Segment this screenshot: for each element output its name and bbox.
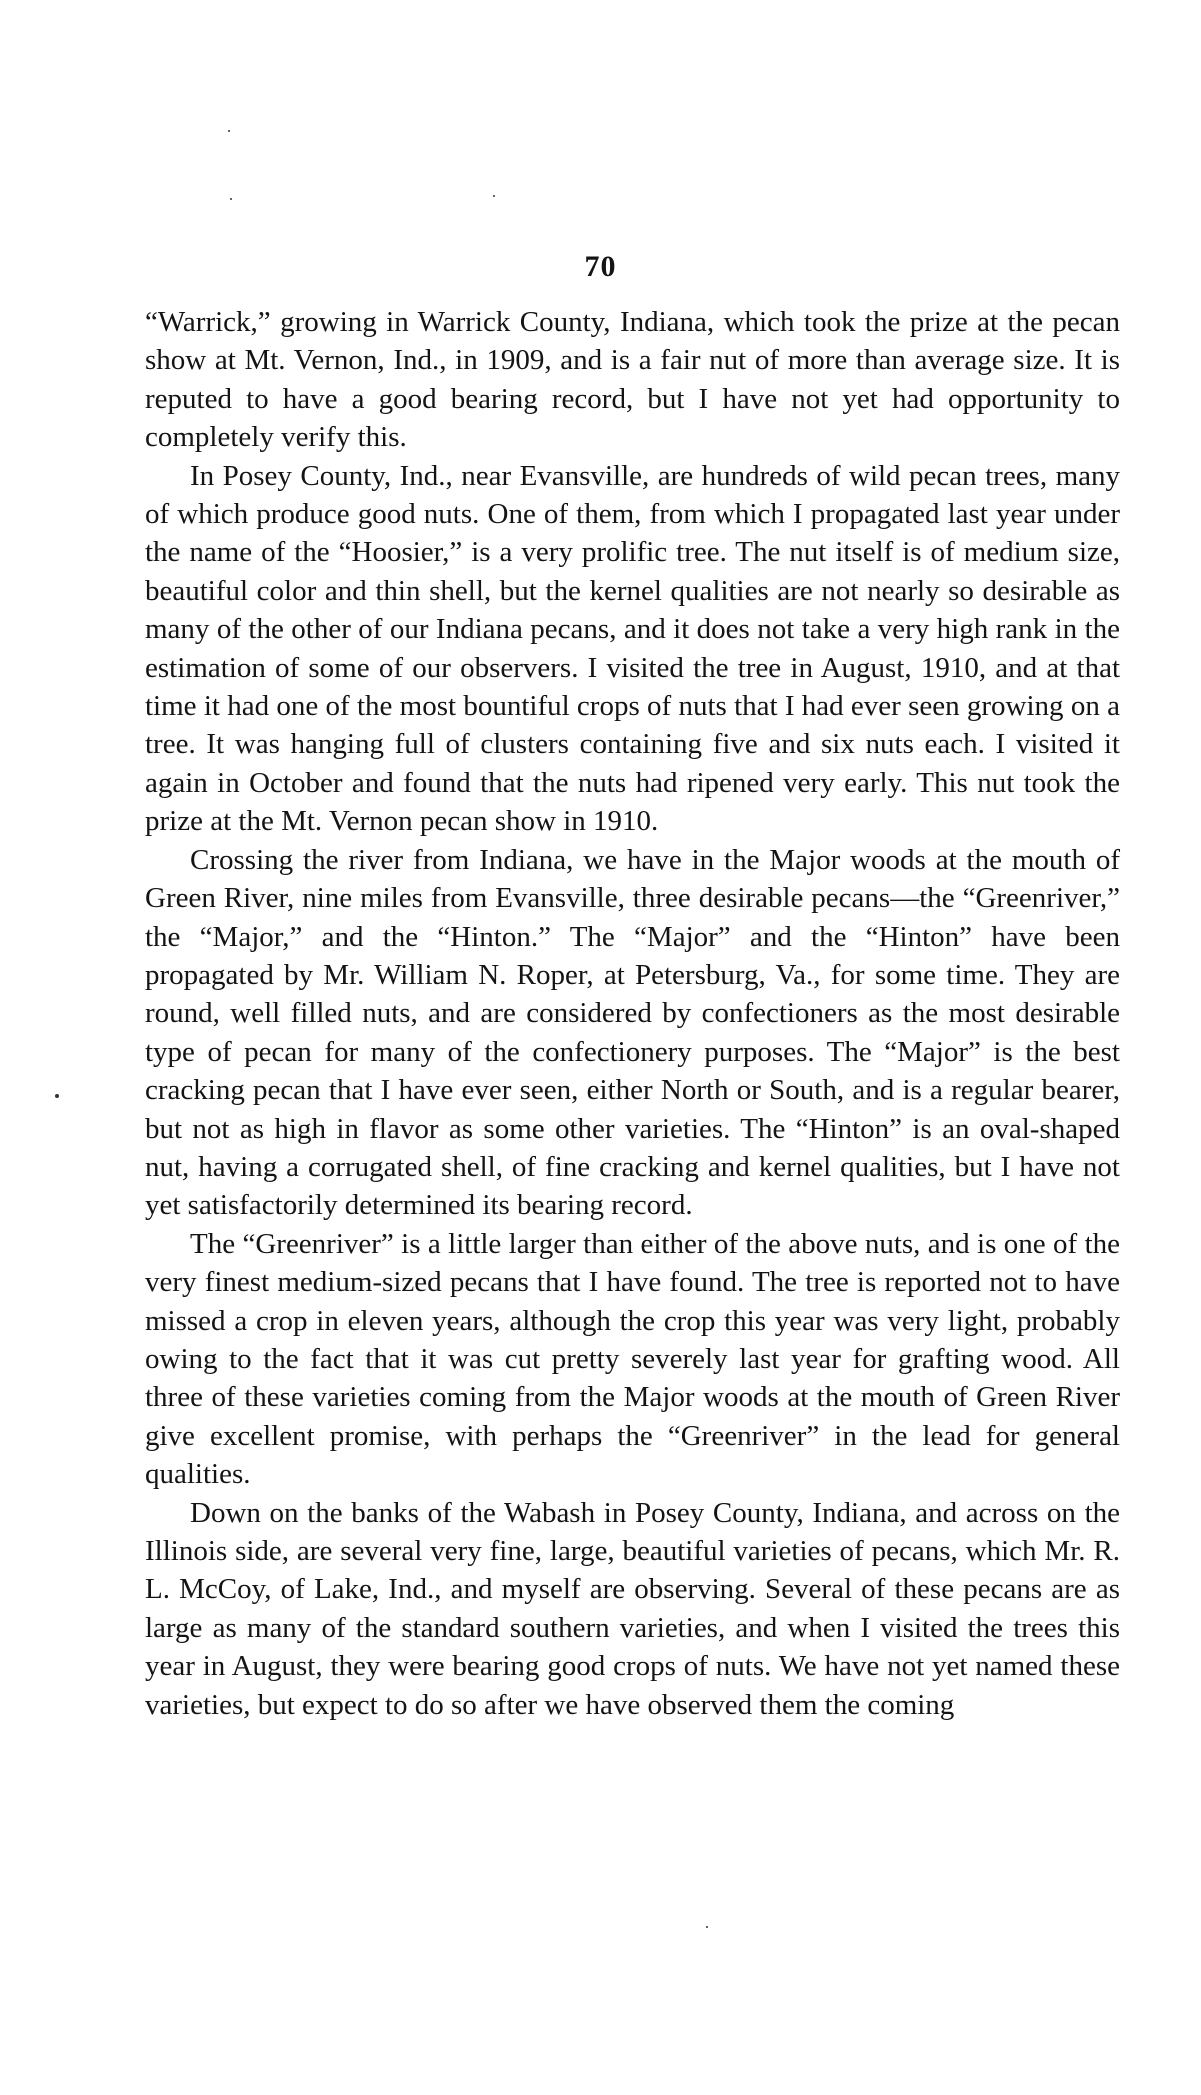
paper-speck <box>55 1094 59 1098</box>
paragraph-greenriver: The “Greenriver” is a little larger than either of the above nuts, and is one of the very finest medium-sized pecans that I have found. The tree is reported not to have missed a crop in eleven years, although the crop this year was very light, probably owing to the fact that it was cut pretty severely last year for grafting wood. All three of these varieties coming from the Major woods at the mouth of Green River give excellent promise, with perhaps the “Greenriver” in the lead for general qualities. <box>145 1227 1120 1491</box>
paper-speck <box>228 130 230 132</box>
page-number: 70 <box>584 250 617 283</box>
paragraph-major-woods: Crossing the river from Indiana, we have in the Major woods at the mouth of Green River, nine miles from Evansville, three desirable pecans—the “Greenriver,” the “Major,” and the “Hinton.” The “Major” and the “Hinton” have been propagated by Mr. William N. Roper, at Petersburg, Va., for some time. They are round, well filled nuts, and are considered by confectioners as the most desirable type of pecan for many of the confectionery purposes. The “Major” is the best cracking pecan that I have ever seen, either North or South, and is a regular bearer, but not as high in flavor as some other varieties. The “Hinton” is an oval-shaped nut, having a corrugated shell, of fine cracking and kernel qualities, but I have not yet satisfactorily determined its bearing record. <box>145 843 1120 1222</box>
paper-speck <box>230 198 232 200</box>
paper-speck <box>706 1926 708 1928</box>
paper-speck <box>493 195 495 197</box>
paragraph-hoosier: In Posey County, Ind., near Evansville, are hundreds of wild pecan trees, many of which produce good nuts. One of them, from which I propagated last year under the name of the “Hoosier,” is a very prolific tree. The nut itself is of medium size, beautiful color and thin shell, but the kernel qualities are not nearly so desirable as many of the other of our Indiana pecans, and it does not take a very high rank in the estimation of some of our observers. I visited the tree in August, 1910, and at that time it had one of the most bountiful crops of nuts that I had ever seen growing on a tree. It was hanging full of clusters containing five and six nuts each. I visited it again in October and found that the nuts had ripened very early. This nut took the prize at the Mt. Vernon pecan show in 1910. <box>145 459 1120 838</box>
paragraph-wabash: Down on the banks of the Wabash in Posey County, Indiana, and across on the Illinois side, are several very fine, large, beautiful varieties of pecans, which Mr. R. L. McCoy, of Lake, Ind., and myself are observing. Several of these pecans are as large as many of the standard southern varieties, and when I visited the trees this year in August, they were bearing good crops of nuts. We have not yet named these varieties, but expect to do so after we have observed them the coming <box>145 1496 1120 1721</box>
body-text <box>145 303 1120 1724</box>
paragraph-warrick: “Warrick,” growing in Warrick County, Indiana, which took the prize at the pecan show at Mt. Vernon, Ind., in 1909, and is a fair nut of more than average size. It is reputed to have a good bearing record, but I have not yet had opportunity to completely verify this. <box>145 306 1120 454</box>
